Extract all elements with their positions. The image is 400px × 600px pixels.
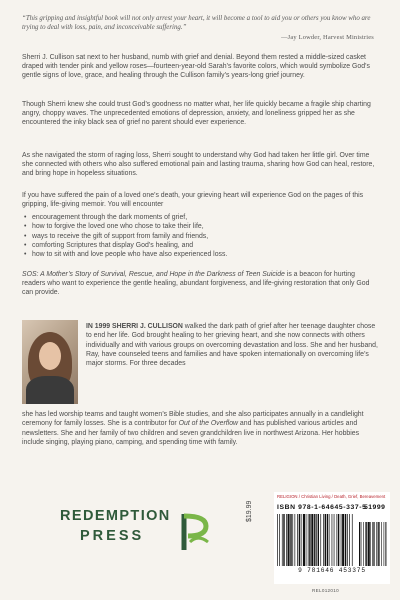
author-bio-lead: IN 1999 SHERRI J. CULLISON xyxy=(86,323,183,330)
endorsement-quote: “This gripping and insightful book will not only arrest your heart, it will become a tool to aid you or others you know who are trying to deal with loss, pain, and inconceivable suffering.” xyxy=(22,15,371,31)
author-photo xyxy=(22,320,78,404)
description-paragraph-2: Though Sherri knew she could trust God’s goodness no matter what, her life quickly became a fragile ship charting angry, choppy waves. The unprecedented emotions of depression, anxiety, and loneliness gripped her as she encountered the inky black sea of grief no parent should ever experience. xyxy=(22,101,371,127)
price-label: $19.99 xyxy=(246,500,253,522)
list-item: • comforting Scriptures that display God’s healing, and xyxy=(22,241,378,250)
publisher-p-mark-icon xyxy=(180,512,210,552)
publisher-logo xyxy=(60,504,210,564)
endorsement-attribution: —Jay Lowder, Harvest Ministries xyxy=(281,34,374,41)
list-item: • how to forgive the loved one who chose to take their life, xyxy=(22,222,378,231)
description-paragraph-3: As she navigated the storm of raging loss, Sherri sought to understand why God had taken her little girl. Over time she connected with others who also suffered emotional pain and lasting trauma, sharing how God can heal, restore, and bring hope in hopeless situations. xyxy=(22,152,375,178)
book-title: SOS: A Mother’s Story of Survival, Rescue, and Hope in the Darkness of Teen Suicide xyxy=(22,271,285,278)
barcode-digits: 9 781646 453375 xyxy=(298,567,366,574)
description-paragraph-1: Sherri J. Cullison sat next to her husband, numb with grief and denial. Beyond them rested a middle-sized casket draped with tender pink and yellow roses—fourteen-year-old Sarah’s favorite colors, which would symbolize God’s gentle signs of love, grace, and healing through the Cullison family’s years-long grief journey. xyxy=(22,54,370,80)
description-paragraph-5-rest: is a beacon for hurting readers who want to experience the gentle healing, abundant forgiveness, and life-giving restoration that only God can provide. xyxy=(22,271,370,297)
benefits-list xyxy=(22,213,378,259)
author-bio-rest-b: and has published various articles and newsletters. She and her family of two children and seven grandchildren live in northwest Arizona. Her hobbies include singing, playing piano, camping, and spending time with family. xyxy=(22,420,360,446)
author-bio-text: walked the dark path of grief after her teenage daughter chose to end her life. God brought healing to her grieving heart, and she now connects with others individually and with various groups on overcoming devastation and loss. She and her husband, Ray, have counseled teens and families and have spoken internationally on overcoming life’s major storms. For three decades xyxy=(86,323,378,368)
author-bio xyxy=(86,322,378,368)
description-paragraph-5 xyxy=(22,270,378,298)
publisher-name-line-2: PRESS xyxy=(80,528,145,544)
list-item: • how to sit with and love people who have also experienced loss. xyxy=(22,250,378,259)
barcode-bars xyxy=(277,514,387,566)
author-bio-rest-a: she has led worship teams and taught women’s Bible studies, and she also participates annually in a candlelight ceremony for family losses. She is a contributor for xyxy=(22,411,364,428)
list-item: • ways to receive the gift of support from family and friends, xyxy=(22,232,378,241)
author-bio-continued xyxy=(22,410,378,447)
isbn-label: ISBN 978-1-64645-337-5 xyxy=(277,504,367,511)
barcode-panel xyxy=(274,492,390,584)
publication-title: Out of the Overflow xyxy=(178,420,239,428)
description-paragraph-4: If you have suffered the pain of a loved one’s death, your grieving heart will experience God on the pages of this gripping, life-giving memoir. You will encounter xyxy=(22,192,364,209)
price-code: 51999 xyxy=(364,504,386,511)
bisac-category: RELIGION / Christian Living / Death, Grief, Bereavement xyxy=(277,494,386,499)
sku-code: REL012010 xyxy=(312,588,339,593)
list-item: • encouragement through the dark moments of grief, xyxy=(22,213,378,222)
publisher-name-line-1: REDEMPTION xyxy=(60,508,171,524)
